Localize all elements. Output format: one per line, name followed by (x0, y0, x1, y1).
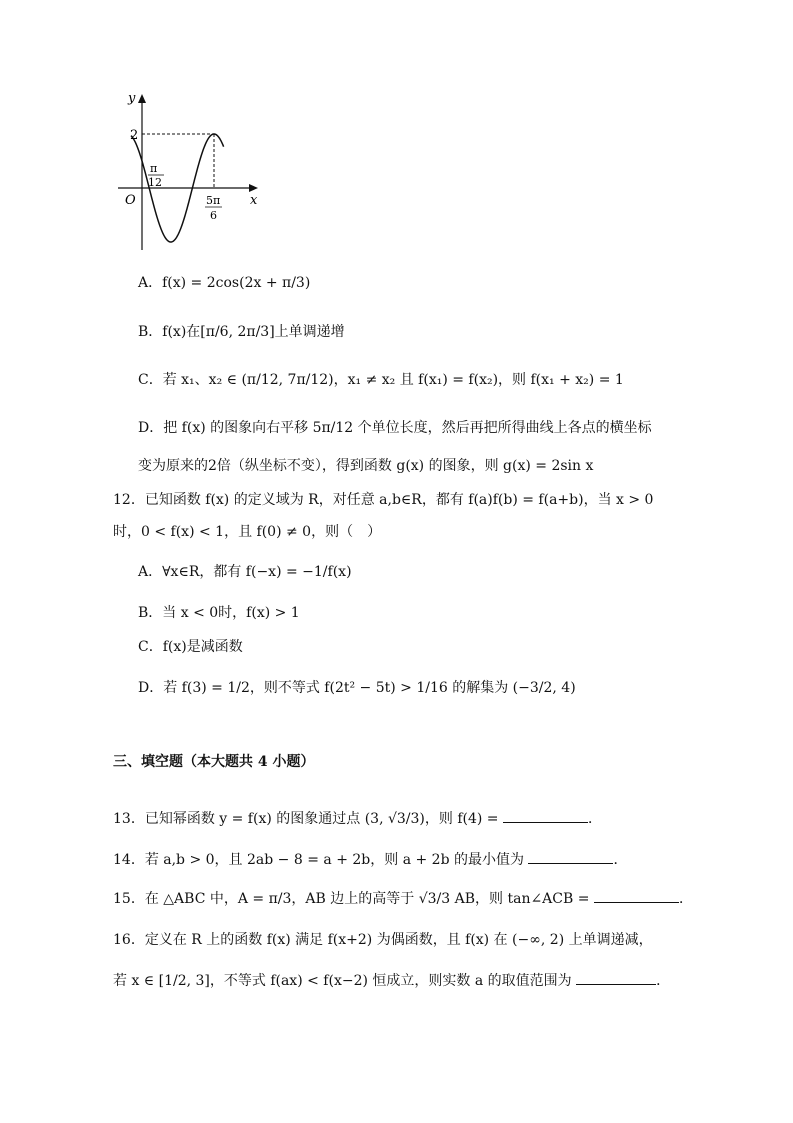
x-axis-label: x (250, 193, 258, 208)
q13-answer-blank[interactable] (503, 808, 588, 823)
q13-end: ． (588, 811, 602, 827)
q16-line1: 16．定义在 R 上的函数 f(x) 满足 f(x+2) 为偶函数，且 f(x) 在 (−∞, 2) 上单调递减， (113, 932, 653, 948)
sine-graph (110, 88, 270, 258)
y-axis-label: y (128, 91, 136, 106)
x-axis-arrow (249, 184, 258, 192)
y-axis-arrow (138, 94, 146, 103)
tick-5pi6-num: 5π (206, 194, 221, 207)
q11-option-d-line2: 变为原来的2倍（纵坐标不变），得到函数 g(x) 的图象，则 g(x) = 2sin x (138, 458, 594, 474)
q16-text: 若 x ∈ [1/2, 3]，不等式 f(ax) < f(x−2) 恒成立，则实数 a 的取值范围为 (113, 973, 572, 989)
q12-option-b: B．当 x < 0时，f(x) > 1 (138, 605, 300, 621)
q16-end: ． (656, 973, 671, 989)
y-tick-2: 2 (130, 128, 139, 143)
q14-end: ． (613, 852, 628, 868)
q16-line2 (113, 970, 670, 991)
tick-pi12-num: π (150, 162, 158, 175)
origin-label: O (125, 193, 136, 208)
q12-stem-line2: 时，0 < f(x) < 1，且 f(0) ≠ 0，则（ ） (113, 524, 382, 540)
q14-answer-blank[interactable] (528, 849, 613, 864)
q12-option-c: C．f(x)是减函数 (138, 639, 243, 655)
q11-option-b: B．f(x)在[π/6, 2π/3]上单调递增 (138, 324, 345, 340)
q13 (113, 808, 602, 829)
q12-stem-line1: 12．已知函数 f(x) 的定义域为 R，对任意 a,b∈R，都有 f(a)f(b) = f(a+b)，当 x > 0 (113, 492, 654, 508)
q15 (113, 888, 693, 909)
q15-answer-blank[interactable] (594, 888, 679, 903)
q14 (113, 849, 627, 870)
q12-option-a: A．∀x∈R，都有 f(−x) = −1/f(x) (138, 564, 352, 580)
q13-text: 13．已知幂函数 y = f(x) 的图象通过点 (3, √3/3)，则 f(4) = (113, 811, 499, 827)
tick-5pi6-den: 6 (210, 209, 217, 222)
q11-option-c: C．若 x₁、x₂ ∈ (π/12, 7π/12)，x₁ ≠ x₂ 且 f(x₁) = f(x₂)，则 f(x₁ + x₂) = 1 (138, 372, 624, 388)
q15-text: 15．在 △ABC 中，A = π/3，AB 边上的高等于 √3/3 AB，则 tan∠ACB = (113, 891, 590, 907)
tick-pi12-den: 12 (148, 176, 162, 189)
q11-option-d-line1: D．把 f(x) 的图象向右平移 5π/12 个单位长度，然后再把所得曲线上各点的横坐标 (138, 420, 652, 436)
q11-option-a: A．f(x) = 2cos(2x + π/3) (138, 275, 311, 291)
q15-end: ． (678, 891, 693, 907)
q12-option-d: D．若 f(3) = 1/2，则不等式 f(2t² − 5t) > 1/16 的解集为 (−3/2, 4) (138, 680, 576, 696)
q16-answer-blank[interactable] (576, 970, 656, 985)
q14-text: 14．若 a,b > 0，且 2ab − 8 = a + 2b，则 a + 2b 的最小值为 (113, 852, 524, 868)
section-heading: 三、填空题（本大题共 4 小题） (113, 754, 315, 770)
